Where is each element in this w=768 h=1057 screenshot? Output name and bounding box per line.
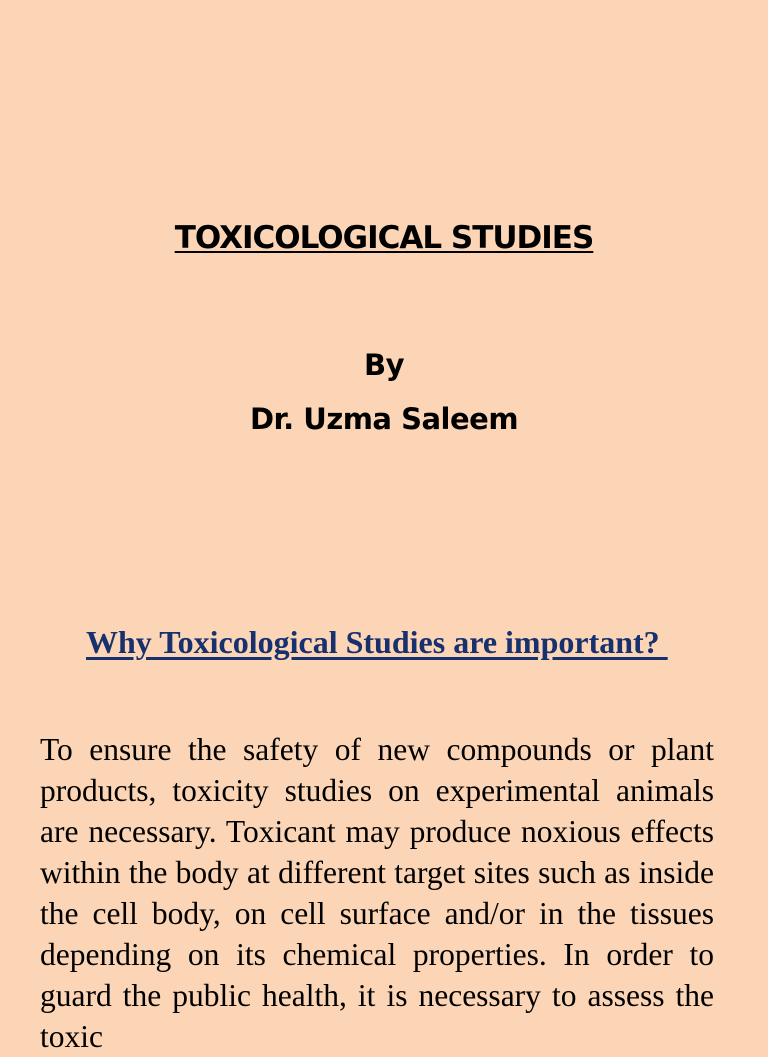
document-title: TOXICOLOGICAL STUDIES [174,220,594,256]
body-paragraph: To ensure the safety of new compounds or plant products, toxicity studies on experimental animals are necessary. Toxicant may produce noxious effects within the body at different target sites such as inside the cell body, on cell surface and/or in the tissues depending on its chemical properties. In order to guard the public health, it is necessary to assess the toxic [40,732,714,1054]
section-heading: Why Toxicological Studies are important? [86,624,668,660]
author-block [0,338,768,446]
author-name: Dr. Uzma Saleem [249,402,519,436]
by-label: By [363,348,404,382]
